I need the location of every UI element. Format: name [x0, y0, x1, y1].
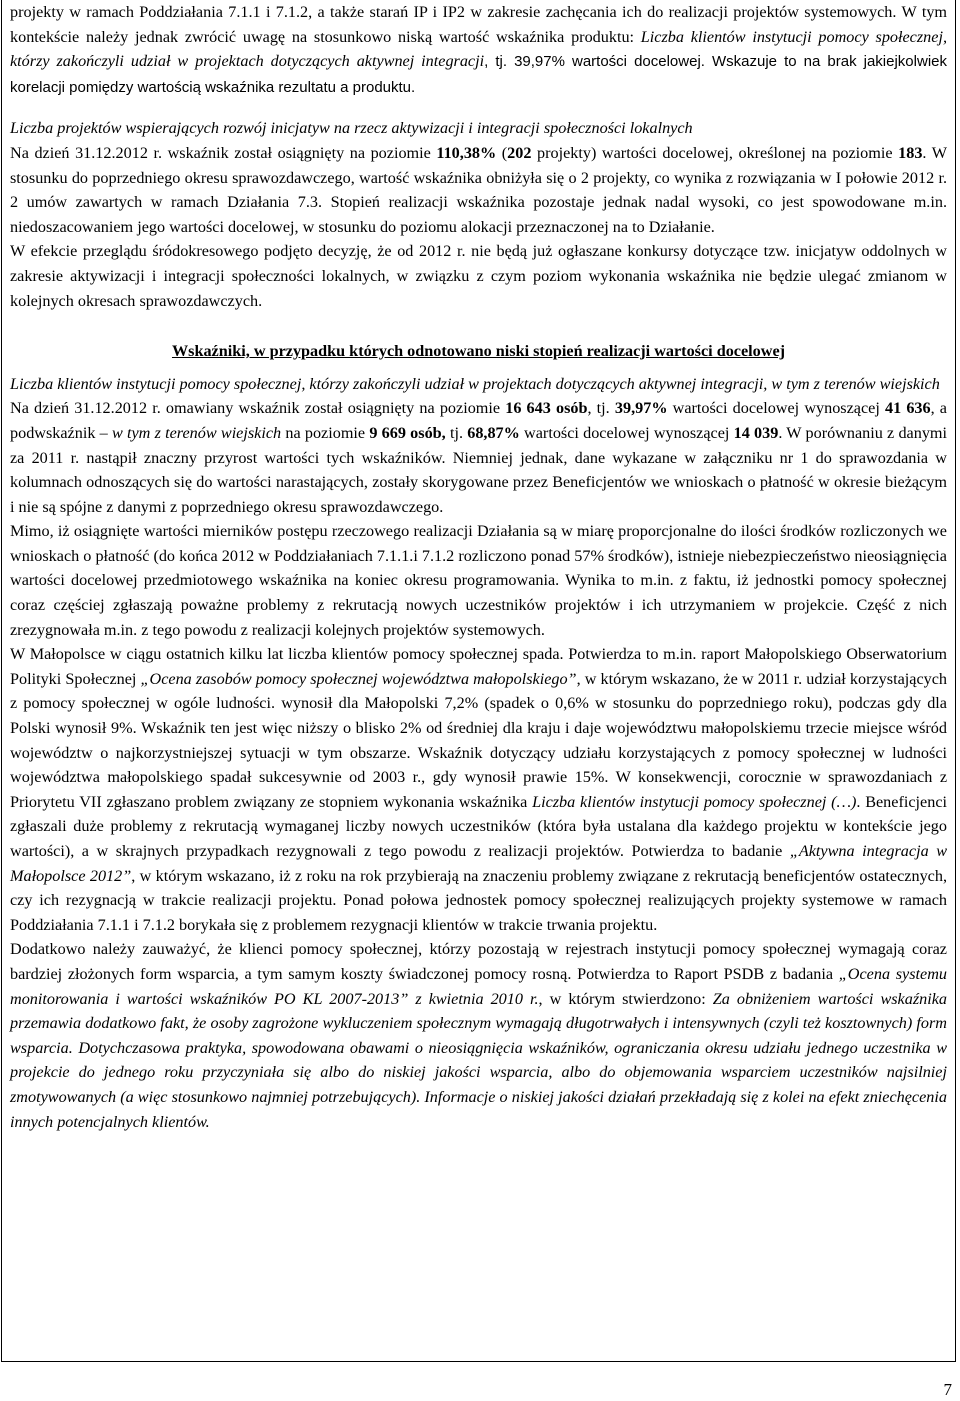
- document-body: [10, 0, 947, 1134]
- indicator-title-projects: Liczba projektów wspierających rozwój inicjatyw na rzecz aktywizacji i integracji społeczności lokalnych: [10, 119, 693, 138]
- indicator-title-clients: Liczba klientów instytucji pomocy społecznej, którzy zakończyli udział w projektach dotyczących aktywnej integracji, w tym z terenów wiejskich: [10, 374, 940, 393]
- paragraph-clients: Na dzień 31.12.2012 r. omawiany wskaźnik został osiągnięty na poziomie 16 643 osób, tj. 39,97% wartości docelowej wynoszącej 41 636, a podwskaźnik – w tym z terenów wiejskich na poziomie 9 669 osób, tj. 68,87% wartości docelowej wynoszącej 14 039. W porównaniu z danymi za 2011 r. nastąpił znaczny przyrost wartości tych wskaźników. Niemniej jednak, dane wykazane w załączniku nr 1 do sprawozdania w kolumnach odnoszących się do wartości narastających, zostały skorygowane przez Beneficjentów we wnioskach o płatność w okresie bieżącym i nie są spójne z danymi z poprzedniego okresu sprawozdawczego.: [10, 399, 948, 516]
- paragraph-projects: Na dzień 31.12.2012 r. wskaźnik został osiągnięty na poziomie 110,38% (202 projekty) wartości docelowej, określonej na poziomie 183. W stosunku do poprzedniego okresu sprawozdawczego, wartość wskaźnika obniżyła się o 2 projekty, co wynika z rozwiązania w I połowie 2012 r. 2 umów zawartych w ramach Działania 7.3. Stopień realizacji wskaźnika pozostaje jednak nadal wysoki, co jest spowodowane m.in. niedoszacowaniem jego wartości docelowej, w stosunku do poziomu alokacji przeznaczonej na to Działanie.: [10, 143, 948, 236]
- paragraph-malopolska: W Małopolsce w ciągu ostatnich kilku lat liczba klientów pomocy społecznej spada. Potwierdza to m.in. raport Małopolskiego Obserwatorium Polityki Społecznej „Ocena zasobów pomocy społecznej województwa małopolskiego”, w którym wskazano, że w 2011 r. udział korzystających z pomocy społecznej w ogóle ludności. wynosił dla Małopolski 7,2% (spadek o 0,6% w stosunku do poprzedniego roku), podczas gdy dla Polski wynosił 9%. Wskaźnik ten jest więc niższy o blisko 2% od średniej dla kraju i daje województwu małopolskiemu trzecie miejsce wśród województw o najkorzystniejszej sytuacji w tym obszarze. Wskaźnik dotyczący udziału korzystających z pomocy społecznej w ludności województwa małopolskiego spadał sukcesywnie od 2003 r., gdy wynosił prawie 15%. W konsekwencji, corocznie w sprawozdaniach z Priorytetu VII zgłaszano problem związany ze stopniem wykonania wskaźnika Liczba klientów instytucji pomocy społecznej (…). Beneficjenci zgłaszali duże problemy z rekrutacją wymaganej liczby nowych uczestników (która była ustalana dla każdego projektu w kontekście jego wartości), a w skrajnych przypadkach rezygnowali z tego powodu z realizacji projektów. Potwierdza to badanie „Aktywna integracja w Małopolsce 2012”, w którym wskazano, iż z roku na rok przybierają na znaczeniu problemy związane z rekrutacją beneficjentów ostatecznych, czy ich rezygnacją w trakcie realizacji projektu. Ponad połowa jednostek pomocy społecznej realizujących projekty systemowe w ramach Poddziałania 7.1.1 i 7.1.2 borykała się z problemem rezygnacji klientów w trakcie trwania projektu.: [10, 645, 948, 934]
- indicator-name-inline: Liczba klientów instytucji pomocy społecznej, którzy zakończyli udział w projektach dotyczących aktywnej integracji: [10, 27, 947, 71]
- section-heading: Wskaźniki, w przypadku których odnotowano niski stopień realizacji wartości docelowej: [171, 342, 786, 361]
- paragraph-intro: projekty w ramach Poddziałania 7.1.1 i 7.1.2, a także starań IP i IP2 w zakresie zachęcania ich do realizacji projektów systemowych. W tym kontekście należy jednak zwrócić uwagę na stosunkowo niską wartość wskaźnika produktu: Liczba klientów instytucji pomocy społecznej, którzy zakończyli udział w projektach dotyczących aktywnej integracji, tj. 39,97% wartości docelowej. Wskazuje to na brak jakiejkolwiek korelacji pomiędzy wartością wskaźnika rezultatu a produktu.: [10, 3, 947, 96]
- page-number: 7: [943, 1380, 952, 1399]
- paragraph-risk: Mimo, iż osiągnięte wartości mierników postępu rzeczowego realizacji Działania są w miarę proporcjonalne do ilości środków rozliczonych we wnioskach o płatność (do końca 2012 w Poddziałaniach 7.1.1.i 7.1.2 rozliczono ponad 57% środków), istnieje niebezpieczeństwo nieosiągnięcia wartości docelowej przedmiotowego wskaźnika na koniec okresu programowania. Wynika to m.in. z faktu, iż jednostki pomocy społecznej coraz częściej zgłaszają poważne problemy z rekrutacją nowych uczestników projektów i ich utrzymaniem w projekcie. Część z nich zrezygnowała m.in. z tego powodu z realizacji kolejnych projektów systemowych.: [10, 522, 947, 639]
- paragraph-review: W efekcie przeglądu śródokresowego podjęto decyzję, że od 2012 r. nie będą już ogłaszane konkursy dotyczące tzw. inicjatyw oddolnych w zakresie aktywizacji i integracji społeczności lokalnych, w związku z czym poziom wykonania wskaźnika nie będzie ulegać zmianom w kolejnych okresach sprawozdawczych.: [10, 242, 947, 310]
- paragraph-psdb-report: Dodatkowo należy zauważyć, że klienci pomocy społecznej, którzy pozostają w rejestrach instytucji pomocy społecznej wymagają coraz bardziej złożonych form wsparcia, a tym samym koszty świadczonej pomocy rosną. Potwierdza to Raport PSDB z badania „Ocena systemu monitorowania i wartości wskaźników PO KL 2007-2013” z kwietnia 2010 r., w którym stwierdzono: Za obniżeniem wartości wskaźnika przemawia dodatkowo fakt, że osoby zagrożone wykluczeniem społecznym wymagają długotrwałych i intensywnych (czyli też kosztownych) form wsparcia. Dotychczasowa praktyka, spowodowana obawami o nieosiągnięcia wskaźników, ograniczania okresu udziału jednego uczestnika w projekcie do jednego roku przyczyniała się albo do niskiej jakości wsparcia, albo do objemowania wsparciem uczestników najsilniej zmotywowanych (a więc stosunkowo najmniej potrzebujących). Informacje o niskiej jakości działań przekładają się z kolei na efekt zniechęcenia innych potencjalnych klientów.: [10, 940, 948, 1131]
